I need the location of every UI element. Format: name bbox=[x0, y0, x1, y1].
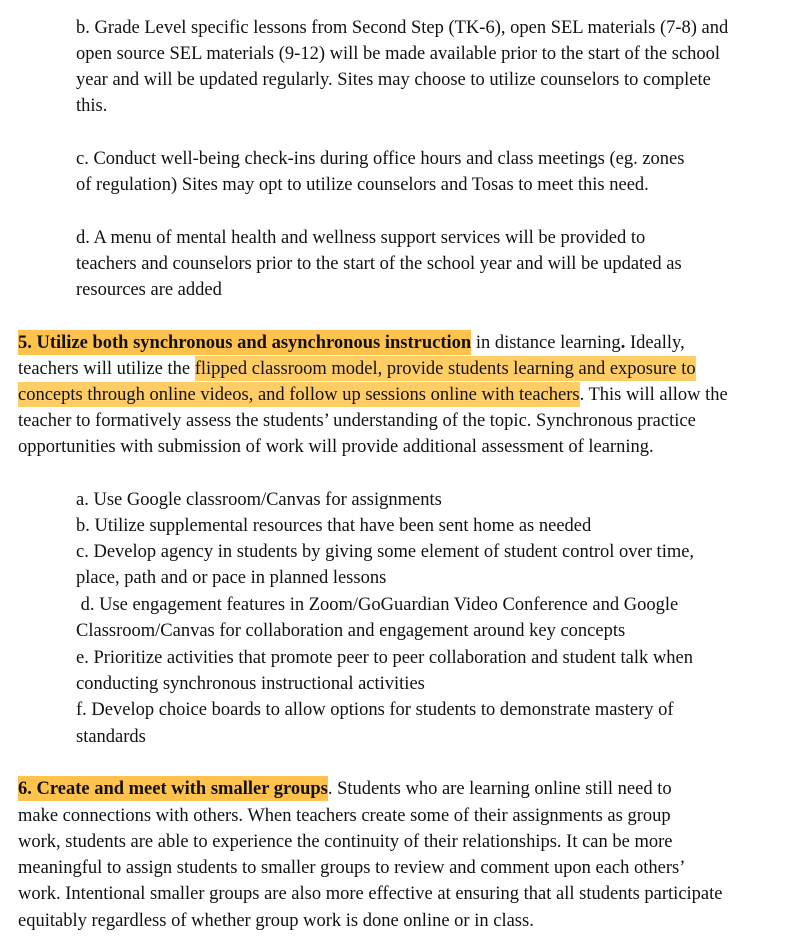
item-c-line-1: c. Conduct well-being check-ins during office hours and class meetings (eg. zones bbox=[76, 149, 685, 169]
item-b-line-2: open source SEL materials (9-12) will be made available prior to the start of the school bbox=[76, 44, 721, 64]
section-6-line-1 bbox=[18, 776, 672, 802]
item-d-line-3: resources are added bbox=[76, 280, 222, 300]
section-6-line: make connections with others. When teachers create some of their assignments as group bbox=[18, 806, 671, 826]
section-5-line-2 bbox=[18, 356, 696, 382]
section-5-list-item: place, path and or pace in planned lessons bbox=[76, 568, 387, 588]
section-5-line-3-tail: . This will allow the bbox=[579, 385, 728, 405]
section-6-line-1-tail: . Students who are learning online still need to bbox=[327, 779, 672, 799]
section-6-line: work. Intentional smaller groups are also more effective at ensuring that all students participate bbox=[18, 884, 723, 904]
section-5-list-item: f. Develop choice boards to allow options for students to demonstrate mastery of bbox=[76, 700, 674, 720]
section-5-highlight-2: concepts through online videos, and follow up sessions online with teachers bbox=[18, 382, 580, 407]
section-5-list-item: conducting synchronous instructional activities bbox=[76, 674, 425, 694]
item-b-line-3: year and will be updated regularly. Sites may choose to utilize counselors to complete bbox=[76, 70, 711, 90]
section-5-heading-period: . bbox=[620, 333, 626, 353]
item-c-line-2: of regulation) Sites may opt to utilize counselors and Tosas to meet this need. bbox=[76, 175, 649, 195]
section-5-heading: 5. Utilize both synchronous and asynchronous instruction bbox=[18, 330, 471, 355]
section-5-list-item: b. Utilize supplemental resources that have been sent home as needed bbox=[76, 516, 592, 536]
section-5-list-item: a. Use Google classroom/Canvas for assignments bbox=[76, 490, 442, 510]
item-d-line-2: teachers and counselors prior to the start of the school year and will be updated as bbox=[76, 254, 682, 274]
section-5-line-1 bbox=[18, 330, 685, 356]
section-5-list-item: standards bbox=[76, 727, 146, 747]
section-6-line: equitably regardless of whether group work is done online or in class. bbox=[18, 911, 534, 931]
section-5-line-5: opportunities with submission of work will provide additional assessment of learning. bbox=[18, 437, 654, 457]
section-5-list-item: d. Use engagement features in Zoom/GoGuardian Video Conference and Google bbox=[76, 595, 679, 615]
section-5-list-item: e. Prioritize activities that promote peer to peer collaboration and student talk when bbox=[76, 648, 693, 668]
section-5-line-4: teacher to formatively assess the students’ understanding of the topic. Synchronous practice bbox=[18, 411, 696, 431]
section-5-highlight-1: flipped classroom model, provide students learning and exposure to bbox=[195, 356, 696, 381]
section-6-heading: 6. Create and meet with smaller groups bbox=[18, 776, 328, 801]
section-6-line: work, students are able to experience the continuity of their relationships. It can be more bbox=[18, 832, 673, 852]
section-5-line-1-tail: Ideally, bbox=[625, 333, 685, 353]
section-5-line-3 bbox=[18, 382, 728, 408]
section-6-line: meaningful to assign students to smaller groups to review and comment upon each others’ bbox=[18, 858, 686, 878]
item-d-line-1: d. A menu of mental health and wellness support services will be provided to bbox=[76, 228, 646, 248]
section-5-list-item: c. Develop agency in students by giving some element of student control over time, bbox=[76, 542, 695, 562]
section-5-heading-rest: in distance learning bbox=[471, 333, 621, 353]
item-b-line-4: this. bbox=[76, 96, 108, 116]
section-5-list-item: Classroom/Canvas for collaboration and engagement around key concepts bbox=[76, 621, 626, 641]
item-b-line-1: b. Grade Level specific lessons from Second Step (TK-6), open SEL materials (7-8) and bbox=[76, 18, 729, 38]
section-5-line-2-plain: teachers will utilize the bbox=[18, 359, 195, 379]
